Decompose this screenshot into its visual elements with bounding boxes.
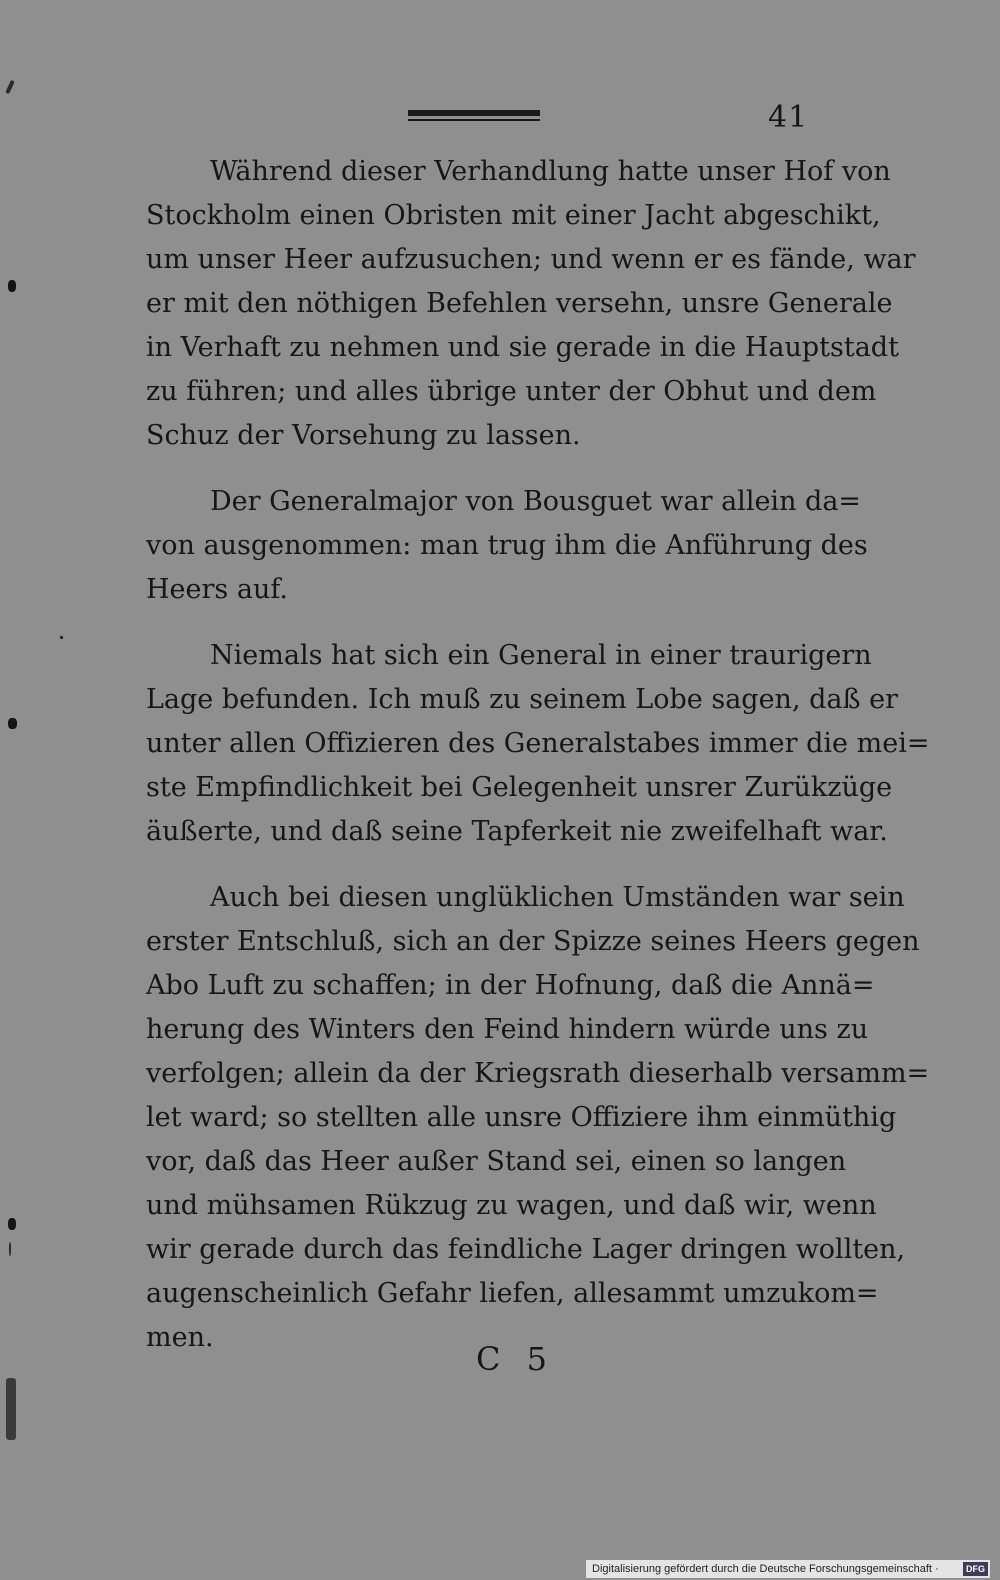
margin-speck [8,280,16,292]
paragraph-3 [146,634,930,854]
text-line: er mit den nöthigen Befehlen versehn, unsre Generale [146,288,893,319]
paragraph-4 [146,876,930,1360]
text-line: let ward; so stellten alle unsre Offiziere ihm einmüthig [146,1102,897,1133]
text-line: um unser Heer aufzusuchen; und wenn er es fände, war [146,244,916,275]
page-number: 41 [768,100,809,135]
digitization-footer [586,1560,990,1578]
body-text [146,150,930,1360]
dfg-logo: DFG [963,1562,988,1576]
text-line: Stockholm einen Obristen mit einer Jacht abgeschikt, [146,200,881,231]
header-rule-thin [408,119,540,121]
margin-speck [9,1242,11,1256]
margin-speck [6,1378,16,1440]
text-line: erster Entschluß, sich an der Spizze seines Heers gegen [146,926,920,957]
text-line: Schuz der Vorsehung zu lassen. [146,420,581,451]
header-rule [408,110,540,124]
header-rule-thick [408,110,540,116]
text-line: herung des Winters den Feind hindern würde uns zu [146,1014,869,1045]
margin-speck [8,718,17,729]
text-line: Abo Luft zu schaffen; in der Hofnung, daß die Annä= [146,970,875,1001]
paragraph-2 [146,480,868,612]
text-line: Der Generalmajor von Bousguet war allein da= [210,486,862,517]
margin-speck [60,636,63,639]
text-line: in Verhaft zu nehmen und sie gerade in die Hauptstadt [146,332,899,363]
text-line: Lage befunden. Ich muß zu seinem Lobe sagen, daß er [146,684,898,715]
text-line: augenscheinlich Gefahr liefen, allesammt umzukom= [146,1278,879,1309]
text-line: und mühsamen Rükzug zu wagen, und daß wir, wenn [146,1190,877,1221]
text-line: wir gerade durch das feindliche Lager dringen wollten, [146,1234,906,1265]
text-line: Niemals hat sich ein General in einer traurigern [210,640,872,671]
text-line: verfolgen; allein da der Kriegsrath dieserhalb versamm= [146,1058,930,1089]
margin-speck [8,1218,16,1230]
margin-speck [5,80,15,94]
text-line: Heers auf. [146,574,288,605]
text-line: Auch bei diesen unglüklichen Umständen war sein [210,882,905,913]
text-line: äußerte, und daß seine Tapferkeit nie zweifelhaft war. [146,816,888,847]
signature-mark: C 5 [476,1340,556,1378]
text-line: vor, daß das Heer außer Stand sei, einen so langen [146,1146,847,1177]
text-line: unter allen Offizieren des Generalstabes immer die mei= [146,728,930,759]
text-line: von ausgenommen: man trug ihm die Anführung des [146,530,868,561]
text-line: men. [146,1322,214,1353]
text-line: ste Empfindlichkeit bei Gelegenheit unsrer Zurükzüge [146,772,893,803]
text-line: Während dieser Verhandlung hatte unser Hof von [210,156,891,187]
text-line: zu führen; und alles übrige unter der Obhut und dem [146,376,877,407]
paragraph-1 [146,150,916,458]
footer-text: Digitalisierung gefördert durch die Deutsche Forschungsgemeinschaft · [592,1563,939,1575]
